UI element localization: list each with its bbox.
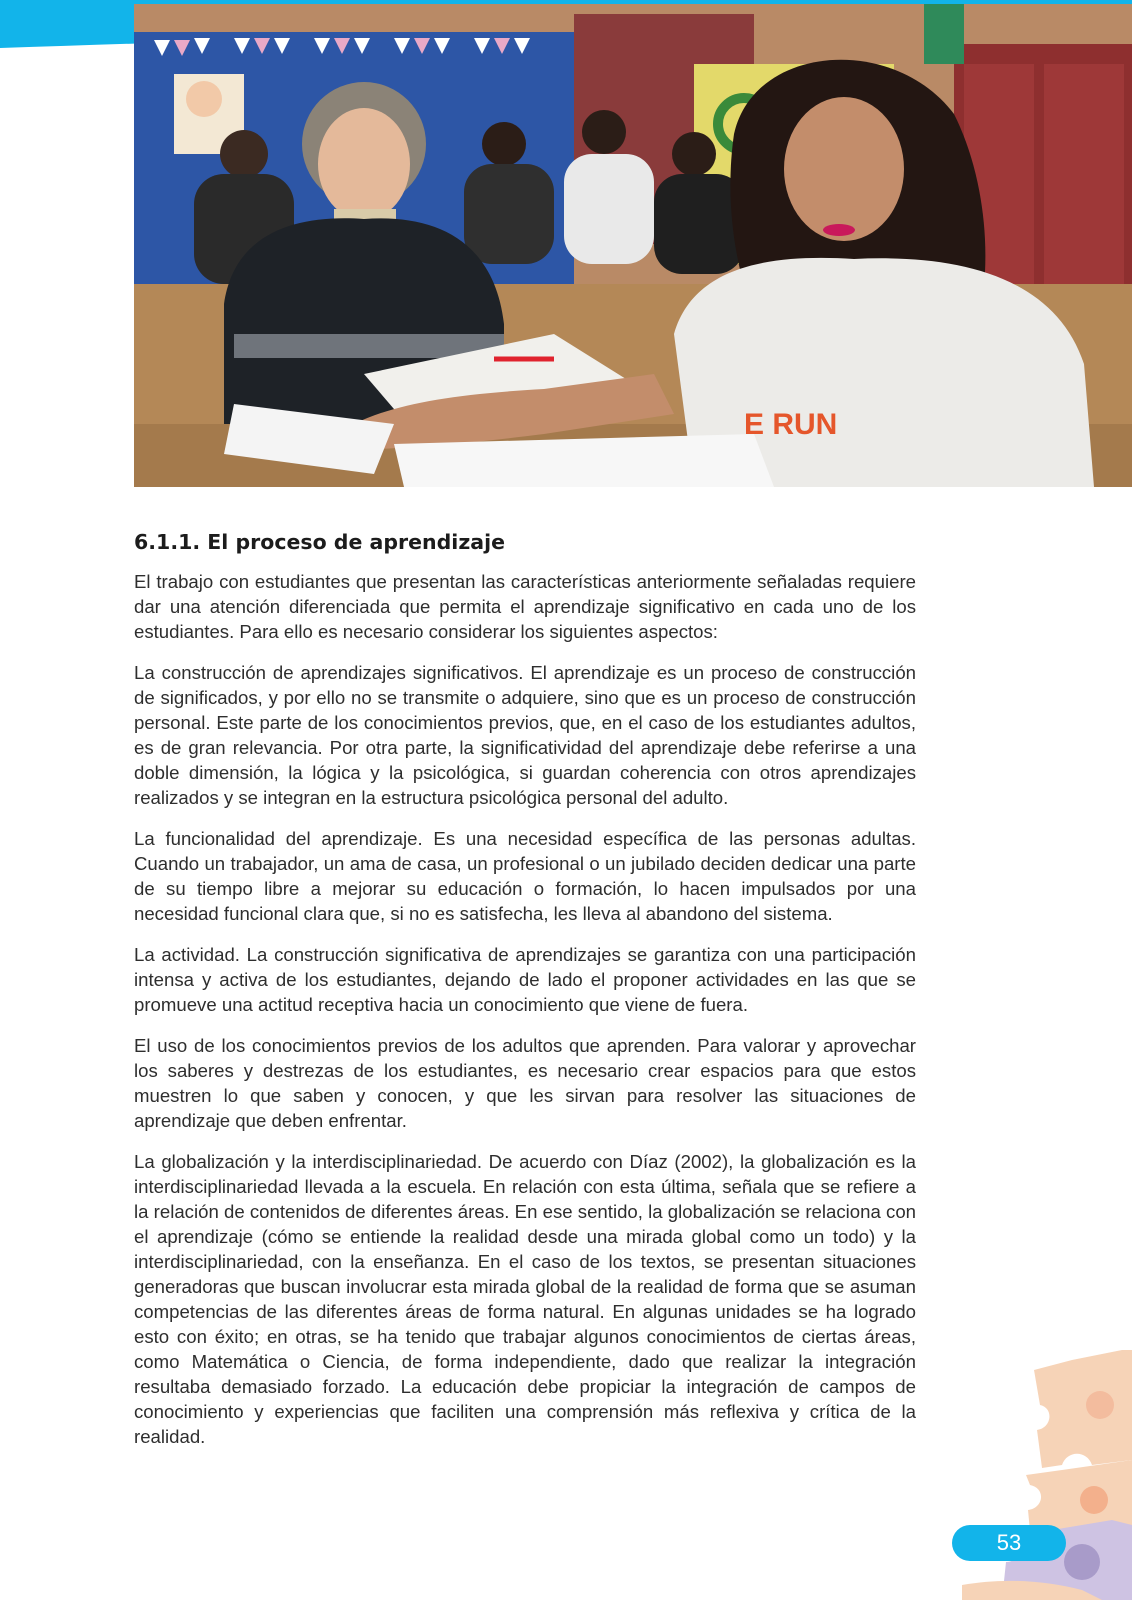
paragraph-globalization: La globalización y la interdisciplinariedad. De acuerdo con Díaz (2002), la globalización es la interdisciplinariedad llevada a la escuela. En relación con esta última, señala que se refiere a la relación de contenidos de diferentes áreas. En ese sentido, la globalización se relaciona con el aprendizaje (cómo se entiende la realidad desde una mirada global como un todo) y la interdisciplinariedad, con la enseñanza. En el caso de los textos, se presentan situaciones generadoras que buscan involucrar esta mirada global de la realidad de forma que se asuman competencias de las diferentes áreas de forma natural. En algunas unidades se ha logrado esto con éxito; en otras, se ha tenido que trabajar algunos conocimientos de ciertas áreas, como Matemática o Ciencia, de forma independiente, dado que realizar la integración resultaba demasiado forzado. La educación debe propiciar la integración de campos de conocimiento y experiencias que faciliten una comprensión más reflexiva y crítica de la realidad. xyxy=(134,1151,916,1447)
paragraph-activity: La actividad. La construcción significativa de aprendizajes se garantiza con una participación intensa y activa de los estudiantes, dejando de lado el proponer actividades en las que se promueve una actitud receptiva hacia un conocimiento que viene de fuera. xyxy=(134,944,916,1015)
paragraph-prior-knowledge: El uso de los conocimientos previos de los adultos que aprenden. Para valorar y aprovechar los saberes y destrezas de los estudiantes, es necesario crear espacios para que estos muestren lo que saben y conocen, y que les sirvan para resolver las situaciones de aprendizaje que deben enfrentar. xyxy=(134,1035,916,1131)
puzzle-pieces-icon xyxy=(962,1350,1132,1600)
paragraph-significant-learning: La construcción de aprendizajes significativos. El aprendizaje es un proceso de construcción de significados, y por ello no se transmite o adquiere, sino que es un proceso de construcción personal. Este parte de los conocimientos previos, que, en el caso de los estudiantes adultos, es de gran relevancia. Por otra parte, la significatividad del aprendizaje debe referirse a una doble dimensión, la lógica y la psicológica, si guardan coherencia con otros aprendizajes realizados y se integran en la estructura psicológica personal del adulto. xyxy=(134,662,916,808)
page-number-badge: 53 xyxy=(952,1525,1066,1561)
paragraph-intro: El trabajo con estudiantes que presentan las características anteriormente señaladas requiere dar una atención diferenciada que permita el aprendizaje significativo en cada uno de los estudiantes. Para ello es necesario considerar los siguientes aspectos: xyxy=(134,571,916,642)
paragraph-functionality: La funcionalidad del aprendizaje. Es una necesidad específica de las personas adultas. Cuando un trabajador, un ama de casa, un profesional o un jubilado deciden dedicar una parte de su tiempo libre a mejorar su educación o formación, lo hacen impulsados por una necesidad funcional clara que, si no es satisfecha, les lleva al abandono del sistema. xyxy=(134,828,916,924)
section-title: 6.1.1. El proceso de aprendizaje xyxy=(134,530,506,554)
classroom-photo xyxy=(134,4,1132,487)
classroom-photo-illustration xyxy=(134,4,1132,487)
shirt-print: E RUN xyxy=(744,408,838,441)
section-body xyxy=(134,526,916,1465)
